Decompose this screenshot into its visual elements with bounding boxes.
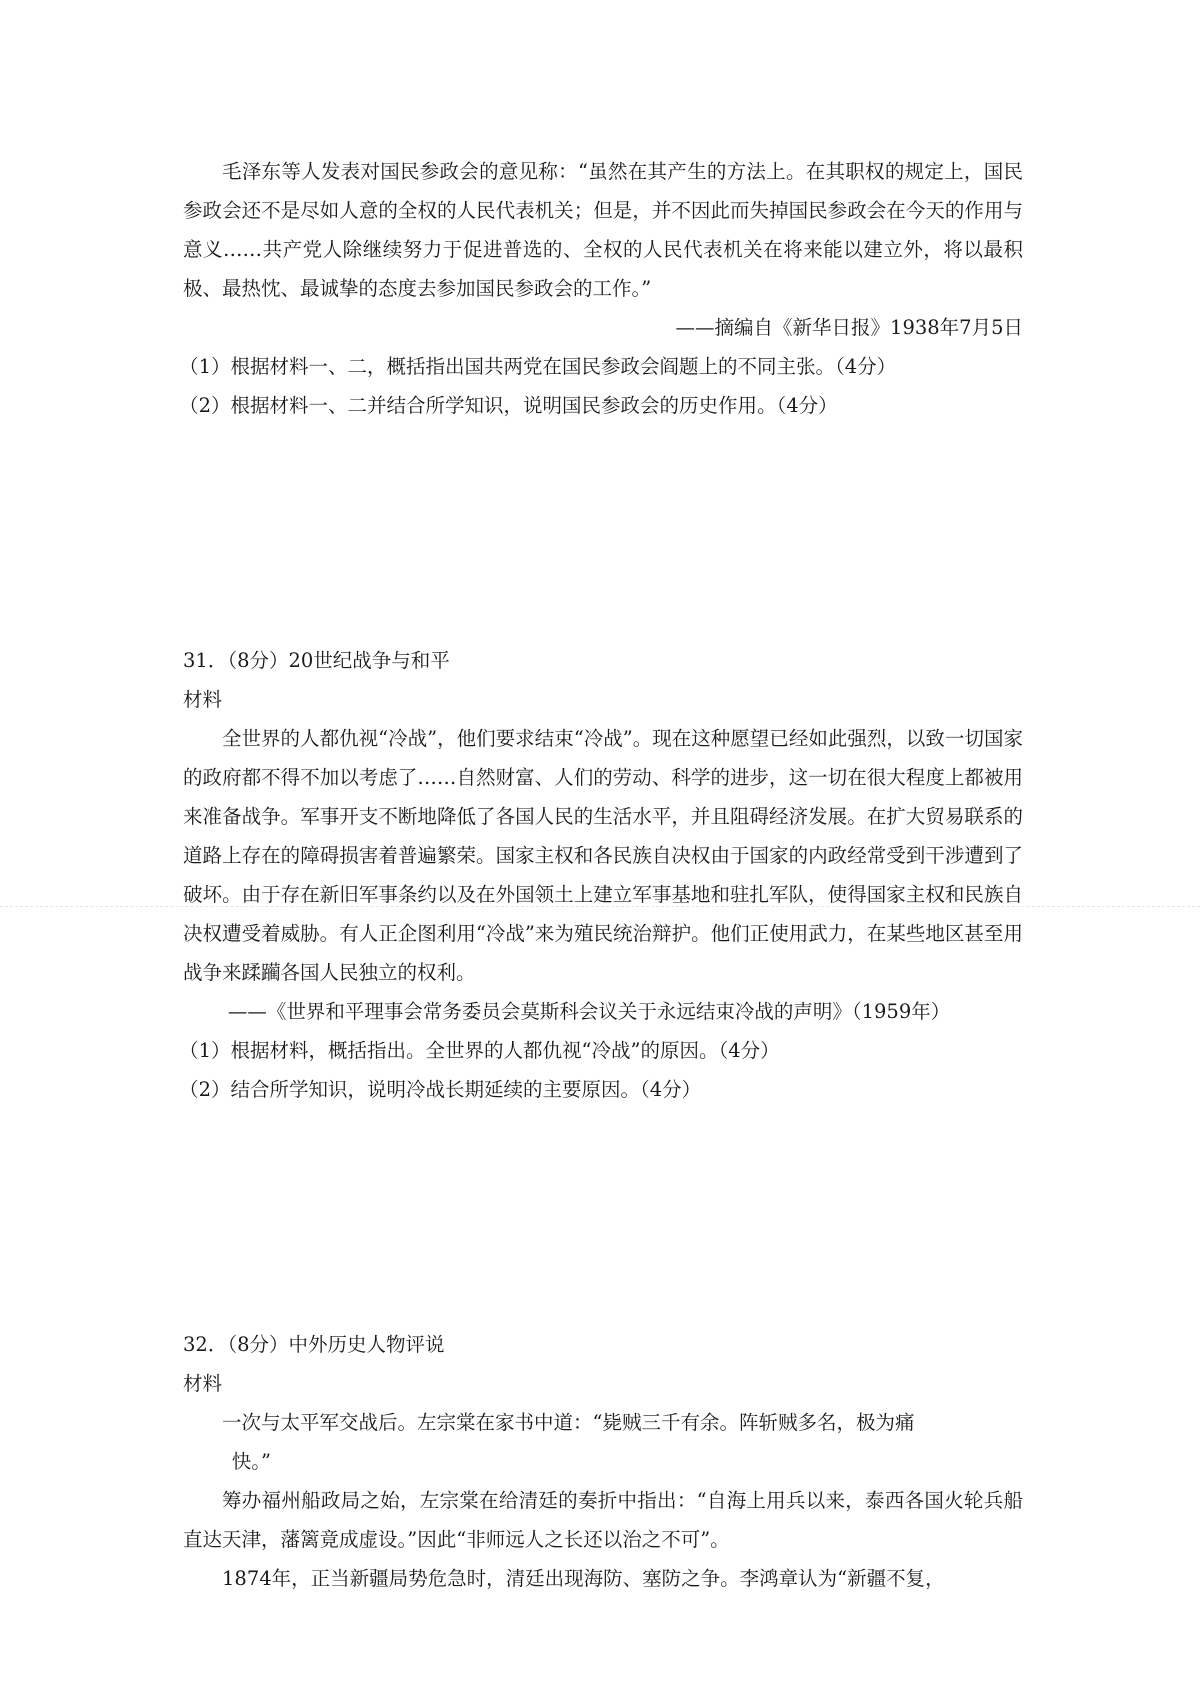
q32-paragraph-1-continuation: 快。” xyxy=(231,1450,271,1473)
q31-sub-question-1: （1）根据材料，概括指出。全世界的人都仇视“冷战”的原因。（4分） xyxy=(179,1039,780,1062)
q32-title: 32．（8分）中外历史人物评说 xyxy=(183,1333,445,1356)
q31-sub-question-2: （2）结合所学知识，说明冷战长期延续的主要原因。（4分） xyxy=(179,1078,702,1101)
sub-question-2: （2）根据材料一、二并结合所学知识，说明国民参政会的历史作用。（4分） xyxy=(179,394,838,417)
q31-source: ——《世界和平理事会常务委员会莫斯科会议关于永远结束冷战的声明》（1959年） xyxy=(227,1000,951,1023)
q31-title: 31．（8分）20世纪战争与和平 xyxy=(183,649,450,672)
q32-material-label: 材料 xyxy=(183,1372,223,1395)
q31-material-paragraph: 全世界的人都仇视“冷战”，他们要求结束“冷战”。现在这种愿望已经如此强烈，以致一切国家的政府都不得不加以考虑了……自然财富、人们的劳动、科学的进步，这一切在很大程度上都被用来准备战争。军事开支不断地降低了各国人民的生活水平，并且阻碍经济发展。在扩大贸易联系的道路上存在的障碍损害着普遍繁荣。国家主权和各民族自决权由于国家的内政经常受到干涉遭到了破坏。由于存在新旧军事条约以及在外国领土上建立军事基地和驻扎军队，使得国家主权和民族自决权遭受着威胁。有人正企图利用“冷战”来为殖民统治辩护。他们正使用武力，在某些地区甚至用战争来蹂躏各国人民独立的权利。 xyxy=(183,727,1023,984)
material-two-paragraph: 毛泽东等人发表对国民参政会的意见称：“虽然在其产生的方法上。在其职权的规定上，国民参政会还不是尽如人意的全权的人民代表机关；但是，并不因此而失掉国民参政会在今天的作用与意义……共产党人除继续努力于促进普选的、全权的人民代表机关在将来能以建立外，将以最积极、最热忱、最诚挚的态度去参加国民参政会的工作。” xyxy=(183,160,1023,300)
q32-paragraph-2: 筹办福州船政局之始，左宗棠在给清廷的奏折中指出：“自海上用兵以来，泰西各国火轮兵船直达天津，藩篱竟成虚设。”因此“非师远人之长还以治之不可”。 xyxy=(183,1489,1023,1551)
sub-question-1: （1）根据材料一、二，概括指出国共两党在国民参政会阎题上的不同主张。（4分） xyxy=(179,355,897,378)
page-content xyxy=(179,152,1023,1598)
answer-space xyxy=(183,1109,1023,1325)
q32-paragraph-3: 1874年，正当新疆局势危急时，清廷出现海防、塞防之争。李鸿章认为“新疆不复， xyxy=(222,1567,945,1590)
q31-material-label: 材料 xyxy=(183,688,223,711)
q32-paragraph-1-line-2 xyxy=(183,1442,1023,1481)
material-two-source: ——摘编自《新华日报》1938年7月5日 xyxy=(675,316,1023,339)
answer-space xyxy=(183,425,1023,641)
q32-paragraph-1-line-1: 一次与太平军交战后。左宗棠在家书中道：“毙贼三千有余。阵斩贼多名，极为痛 xyxy=(222,1411,915,1434)
